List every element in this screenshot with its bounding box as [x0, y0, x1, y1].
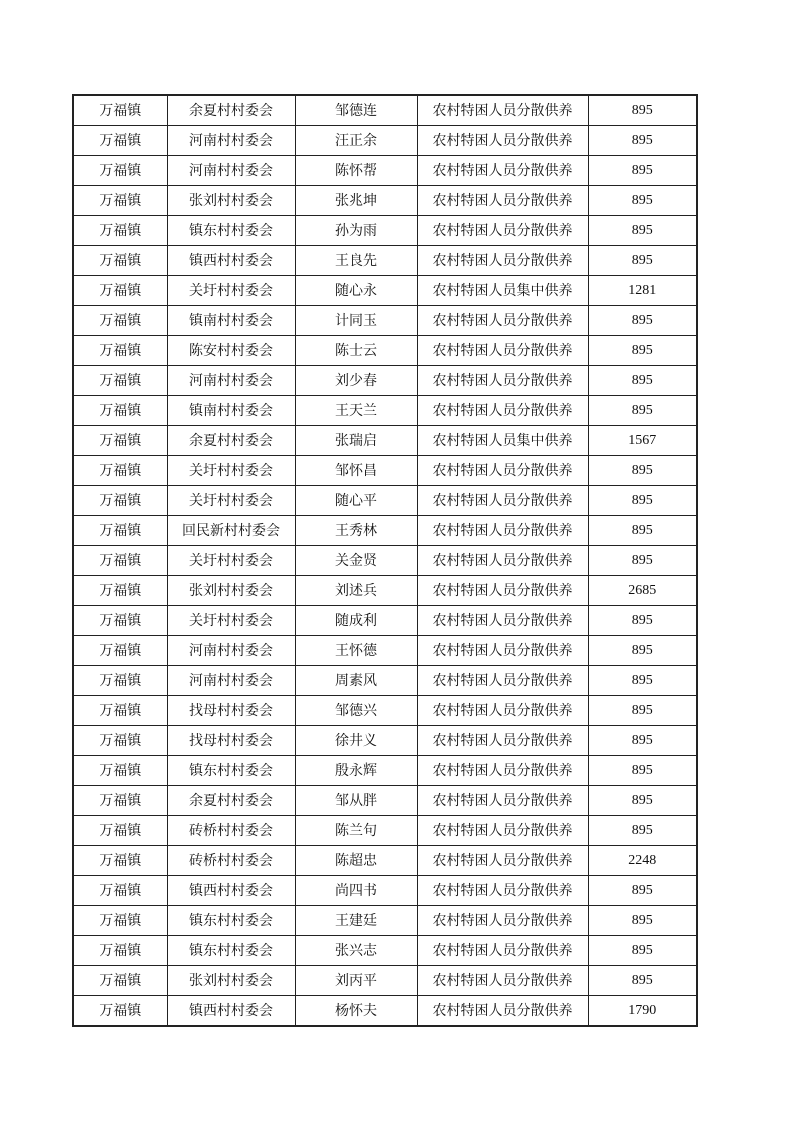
assistance-type-cell: 农村特困人员分散供养	[417, 396, 588, 426]
assistance-type-cell: 农村特困人员分散供养	[417, 996, 588, 1027]
amount-cell: 895	[588, 966, 697, 996]
name-cell: 邹怀昌	[295, 456, 417, 486]
village-cell: 陈安村村委会	[167, 336, 295, 366]
town-cell: 万福镇	[73, 816, 167, 846]
village-cell: 余夏村村委会	[167, 786, 295, 816]
table-row	[73, 95, 697, 126]
table-row	[73, 996, 697, 1027]
name-cell: 随心永	[295, 276, 417, 306]
village-cell: 镇东村村委会	[167, 216, 295, 246]
amount-cell: 895	[588, 306, 697, 336]
town-cell: 万福镇	[73, 546, 167, 576]
town-cell: 万福镇	[73, 756, 167, 786]
assistance-type-cell: 农村特困人员分散供养	[417, 306, 588, 336]
table-row	[73, 426, 697, 456]
amount-cell: 895	[588, 666, 697, 696]
table-row	[73, 336, 697, 366]
town-cell: 万福镇	[73, 216, 167, 246]
name-cell: 陈兰句	[295, 816, 417, 846]
name-cell: 王天兰	[295, 396, 417, 426]
village-cell: 关圩村村委会	[167, 456, 295, 486]
table-row	[73, 666, 697, 696]
name-cell: 张瑞启	[295, 426, 417, 456]
table-row	[73, 936, 697, 966]
assistance-type-cell: 农村特困人员分散供养	[417, 336, 588, 366]
assistance-type-cell: 农村特困人员分散供养	[417, 606, 588, 636]
town-cell: 万福镇	[73, 936, 167, 966]
village-cell: 找母村村委会	[167, 696, 295, 726]
assistance-type-cell: 农村特困人员分散供养	[417, 216, 588, 246]
village-cell: 河南村村委会	[167, 666, 295, 696]
assistance-type-cell: 农村特困人员分散供养	[417, 666, 588, 696]
table-row	[73, 486, 697, 516]
table-row	[73, 546, 697, 576]
name-cell: 陈士云	[295, 336, 417, 366]
assistance-type-cell: 农村特困人员分散供养	[417, 486, 588, 516]
name-cell: 王良先	[295, 246, 417, 276]
name-cell: 殷永辉	[295, 756, 417, 786]
town-cell: 万福镇	[73, 516, 167, 546]
name-cell: 陈怀帮	[295, 156, 417, 186]
relief-table	[72, 94, 698, 1027]
table-row	[73, 276, 697, 306]
village-cell: 砖桥村村委会	[167, 846, 295, 876]
table-row	[73, 966, 697, 996]
assistance-type-cell: 农村特困人员集中供养	[417, 276, 588, 306]
amount-cell: 895	[588, 726, 697, 756]
amount-cell: 895	[588, 486, 697, 516]
amount-cell: 895	[588, 546, 697, 576]
name-cell: 陈超忠	[295, 846, 417, 876]
table-row	[73, 906, 697, 936]
assistance-type-cell: 农村特困人员分散供养	[417, 246, 588, 276]
assistance-type-cell: 农村特困人员分散供养	[417, 696, 588, 726]
amount-cell: 895	[588, 336, 697, 366]
amount-cell: 895	[588, 696, 697, 726]
assistance-type-cell: 农村特困人员分散供养	[417, 726, 588, 756]
amount-cell: 895	[588, 396, 697, 426]
assistance-type-cell: 农村特困人员分散供养	[417, 576, 588, 606]
name-cell: 王秀林	[295, 516, 417, 546]
table-row	[73, 606, 697, 636]
amount-cell: 895	[588, 186, 697, 216]
village-cell: 关圩村村委会	[167, 486, 295, 516]
table-row	[73, 246, 697, 276]
name-cell: 计同玉	[295, 306, 417, 336]
amount-cell: 895	[588, 456, 697, 486]
table-row	[73, 216, 697, 246]
town-cell: 万福镇	[73, 156, 167, 186]
amount-cell: 895	[588, 876, 697, 906]
table-row	[73, 156, 697, 186]
table-row	[73, 396, 697, 426]
town-cell: 万福镇	[73, 336, 167, 366]
amount-cell: 1567	[588, 426, 697, 456]
village-cell: 找母村村委会	[167, 726, 295, 756]
town-cell: 万福镇	[73, 95, 167, 126]
document-page	[72, 94, 698, 1027]
town-cell: 万福镇	[73, 276, 167, 306]
village-cell: 余夏村村委会	[167, 95, 295, 126]
village-cell: 张刘村村委会	[167, 966, 295, 996]
village-cell: 余夏村村委会	[167, 426, 295, 456]
village-cell: 关圩村村委会	[167, 606, 295, 636]
assistance-type-cell: 农村特困人员分散供养	[417, 636, 588, 666]
name-cell: 周素风	[295, 666, 417, 696]
town-cell: 万福镇	[73, 996, 167, 1027]
amount-cell: 895	[588, 156, 697, 186]
table-row	[73, 876, 697, 906]
town-cell: 万福镇	[73, 606, 167, 636]
village-cell: 张刘村村委会	[167, 186, 295, 216]
amount-cell: 2248	[588, 846, 697, 876]
town-cell: 万福镇	[73, 366, 167, 396]
town-cell: 万福镇	[73, 456, 167, 486]
amount-cell: 1281	[588, 276, 697, 306]
town-cell: 万福镇	[73, 846, 167, 876]
name-cell: 关金贤	[295, 546, 417, 576]
table-row	[73, 366, 697, 396]
amount-cell: 1790	[588, 996, 697, 1027]
town-cell: 万福镇	[73, 636, 167, 666]
village-cell: 镇西村村委会	[167, 246, 295, 276]
assistance-type-cell: 农村特困人员分散供养	[417, 186, 588, 216]
amount-cell: 895	[588, 366, 697, 396]
name-cell: 邹德连	[295, 95, 417, 126]
amount-cell: 2685	[588, 576, 697, 606]
name-cell: 张兴志	[295, 936, 417, 966]
amount-cell: 895	[588, 516, 697, 546]
amount-cell: 895	[588, 816, 697, 846]
name-cell: 随心平	[295, 486, 417, 516]
amount-cell: 895	[588, 906, 697, 936]
table-row	[73, 786, 697, 816]
assistance-type-cell: 农村特困人员分散供养	[417, 846, 588, 876]
town-cell: 万福镇	[73, 666, 167, 696]
table-row	[73, 756, 697, 786]
amount-cell: 895	[588, 756, 697, 786]
village-cell: 张刘村村委会	[167, 576, 295, 606]
town-cell: 万福镇	[73, 426, 167, 456]
name-cell: 张兆坤	[295, 186, 417, 216]
assistance-type-cell: 农村特困人员分散供养	[417, 126, 588, 156]
name-cell: 刘丙平	[295, 966, 417, 996]
town-cell: 万福镇	[73, 126, 167, 156]
village-cell: 河南村村委会	[167, 156, 295, 186]
village-cell: 镇西村村委会	[167, 996, 295, 1027]
assistance-type-cell: 农村特困人员分散供养	[417, 366, 588, 396]
village-cell: 关圩村村委会	[167, 546, 295, 576]
name-cell: 刘述兵	[295, 576, 417, 606]
name-cell: 徐井义	[295, 726, 417, 756]
village-cell: 镇西村村委会	[167, 876, 295, 906]
name-cell: 王建廷	[295, 906, 417, 936]
village-cell: 河南村村委会	[167, 126, 295, 156]
assistance-type-cell: 农村特困人员分散供养	[417, 516, 588, 546]
table-row	[73, 726, 697, 756]
village-cell: 河南村村委会	[167, 366, 295, 396]
name-cell: 尚四书	[295, 876, 417, 906]
town-cell: 万福镇	[73, 726, 167, 756]
assistance-type-cell: 农村特困人员分散供养	[417, 546, 588, 576]
town-cell: 万福镇	[73, 306, 167, 336]
town-cell: 万福镇	[73, 906, 167, 936]
amount-cell: 895	[588, 246, 697, 276]
town-cell: 万福镇	[73, 246, 167, 276]
table-row	[73, 696, 697, 726]
table-row	[73, 516, 697, 546]
assistance-type-cell: 农村特困人员集中供养	[417, 426, 588, 456]
amount-cell: 895	[588, 606, 697, 636]
assistance-type-cell: 农村特困人员分散供养	[417, 816, 588, 846]
name-cell: 杨怀夫	[295, 996, 417, 1027]
town-cell: 万福镇	[73, 186, 167, 216]
village-cell: 镇南村村委会	[167, 396, 295, 426]
town-cell: 万福镇	[73, 396, 167, 426]
town-cell: 万福镇	[73, 786, 167, 816]
assistance-type-cell: 农村特困人员分散供养	[417, 876, 588, 906]
name-cell: 邹德兴	[295, 696, 417, 726]
amount-cell: 895	[588, 936, 697, 966]
table-row	[73, 576, 697, 606]
town-cell: 万福镇	[73, 696, 167, 726]
town-cell: 万福镇	[73, 576, 167, 606]
table-row	[73, 126, 697, 156]
name-cell: 孙为雨	[295, 216, 417, 246]
table-row	[73, 456, 697, 486]
amount-cell: 895	[588, 126, 697, 156]
village-cell: 河南村村委会	[167, 636, 295, 666]
assistance-type-cell: 农村特困人员分散供养	[417, 756, 588, 786]
village-cell: 镇东村村委会	[167, 936, 295, 966]
amount-cell: 895	[588, 636, 697, 666]
name-cell: 刘少春	[295, 366, 417, 396]
town-cell: 万福镇	[73, 876, 167, 906]
town-cell: 万福镇	[73, 486, 167, 516]
name-cell: 汪正余	[295, 126, 417, 156]
assistance-type-cell: 农村特困人员分散供养	[417, 906, 588, 936]
assistance-type-cell: 农村特困人员分散供养	[417, 456, 588, 486]
table-row	[73, 816, 697, 846]
village-cell: 砖桥村村委会	[167, 816, 295, 846]
village-cell: 镇东村村委会	[167, 756, 295, 786]
assistance-type-cell: 农村特困人员分散供养	[417, 95, 588, 126]
assistance-type-cell: 农村特困人员分散供养	[417, 156, 588, 186]
table-row	[73, 306, 697, 336]
table-body	[73, 95, 697, 1026]
town-cell: 万福镇	[73, 966, 167, 996]
amount-cell: 895	[588, 95, 697, 126]
assistance-type-cell: 农村特困人员分散供养	[417, 966, 588, 996]
name-cell: 王怀德	[295, 636, 417, 666]
village-cell: 关圩村村委会	[167, 276, 295, 306]
name-cell: 随成利	[295, 606, 417, 636]
village-cell: 镇东村村委会	[167, 906, 295, 936]
assistance-type-cell: 农村特困人员分散供养	[417, 936, 588, 966]
table-row	[73, 186, 697, 216]
name-cell: 邹从胖	[295, 786, 417, 816]
village-cell: 镇南村村委会	[167, 306, 295, 336]
assistance-type-cell: 农村特困人员分散供养	[417, 786, 588, 816]
amount-cell: 895	[588, 216, 697, 246]
table-row	[73, 636, 697, 666]
table-row	[73, 846, 697, 876]
village-cell: 回民新村村委会	[167, 516, 295, 546]
amount-cell: 895	[588, 786, 697, 816]
